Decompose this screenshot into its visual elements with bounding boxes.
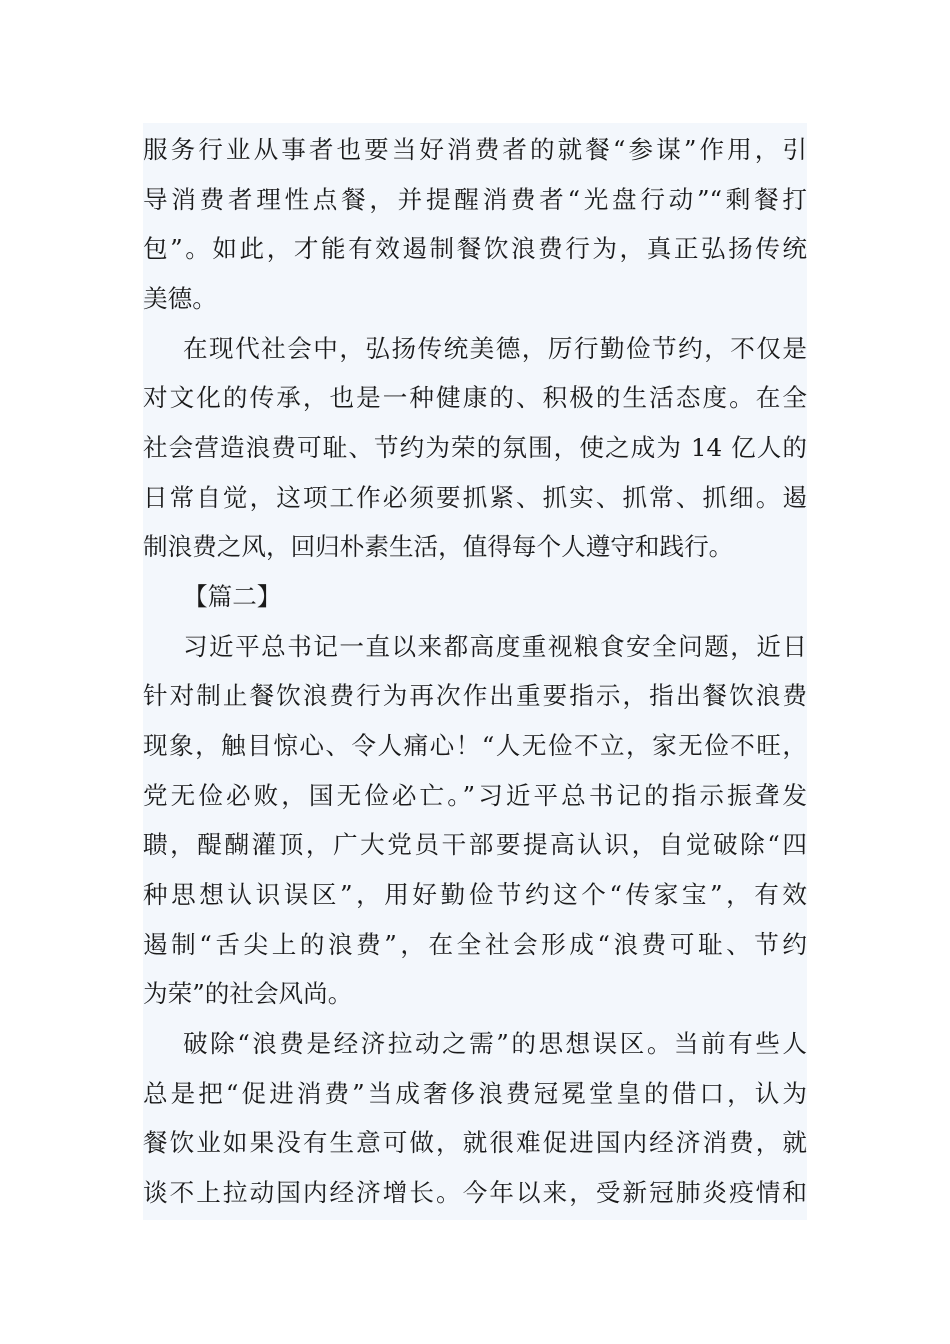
text-line: 制浪费之风，回归朴素生活，值得每个人遵守和践行。: [143, 532, 734, 561]
text-line: 美德。: [143, 284, 217, 313]
text-line: 针对制止餐饮浪费行为再次作出重要指示，指出餐饮浪费: [143, 681, 807, 710]
paragraph-first-line: 破除“浪费是经济拉动之需”的思想误区。当前有些人: [183, 1029, 807, 1058]
paragraph-first-line: 习近平总书记一直以来都高度重视粮食安全问题，近日: [183, 632, 807, 661]
text-line: 服务行业从事者也要当好消费者的就餐“参谋”作用，引: [143, 135, 807, 164]
text-line: 遏制“舌尖上的浪费”，在全社会形成“浪费可耻、节约: [143, 930, 807, 959]
text-line: 导消费者理性点餐，并提醒消费者“光盘行动”“剩餐打: [143, 185, 807, 214]
text-line: 餐饮业如果没有生意可做，就很难促进国内经济消费，就: [143, 1128, 807, 1157]
text-line: 对文化的传承，也是一种健康的、积极的生活态度。在全: [143, 383, 807, 412]
text-line: 聩，醍醐灌顶，广大党员干部要提高认识，自觉破除“四: [143, 830, 807, 859]
text-line: 社会营造浪费可耻、节约为荣的氛围，使之成为 14 亿人的: [143, 433, 807, 462]
text-line: 谈不上拉动国内经济增长。今年以来，受新冠肺炎疫情和: [143, 1178, 807, 1207]
paragraph-first-line: 在现代社会中，弘扬传统美德，厉行勤俭节约，不仅是: [183, 334, 807, 363]
text-line: 种思想认识误区”，用好勤俭节约这个“传家宝”，有效: [143, 880, 807, 909]
document-text-block: [143, 123, 807, 1220]
text-line: 包”。如此，才能有效遏制餐饮浪费行为，真正弘扬传统: [143, 234, 807, 263]
text-line: 为荣”的社会风尚。: [143, 979, 353, 1008]
text-line: 党无俭必败，国无俭必亡。”习近平总书记的指示振聋发: [143, 781, 807, 810]
text-line: 现象，触目惊心、令人痛心！“人无俭不立，家无俭不旺，: [143, 731, 807, 760]
section-heading: 【篇二】: [183, 582, 282, 611]
text-line: 总是把“促进消费”当成奢侈浪费冠冕堂皇的借口，认为: [143, 1079, 807, 1108]
text-line: 日常自觉，这项工作必须要抓紧、抓实、抓常、抓细。遏: [143, 483, 807, 512]
